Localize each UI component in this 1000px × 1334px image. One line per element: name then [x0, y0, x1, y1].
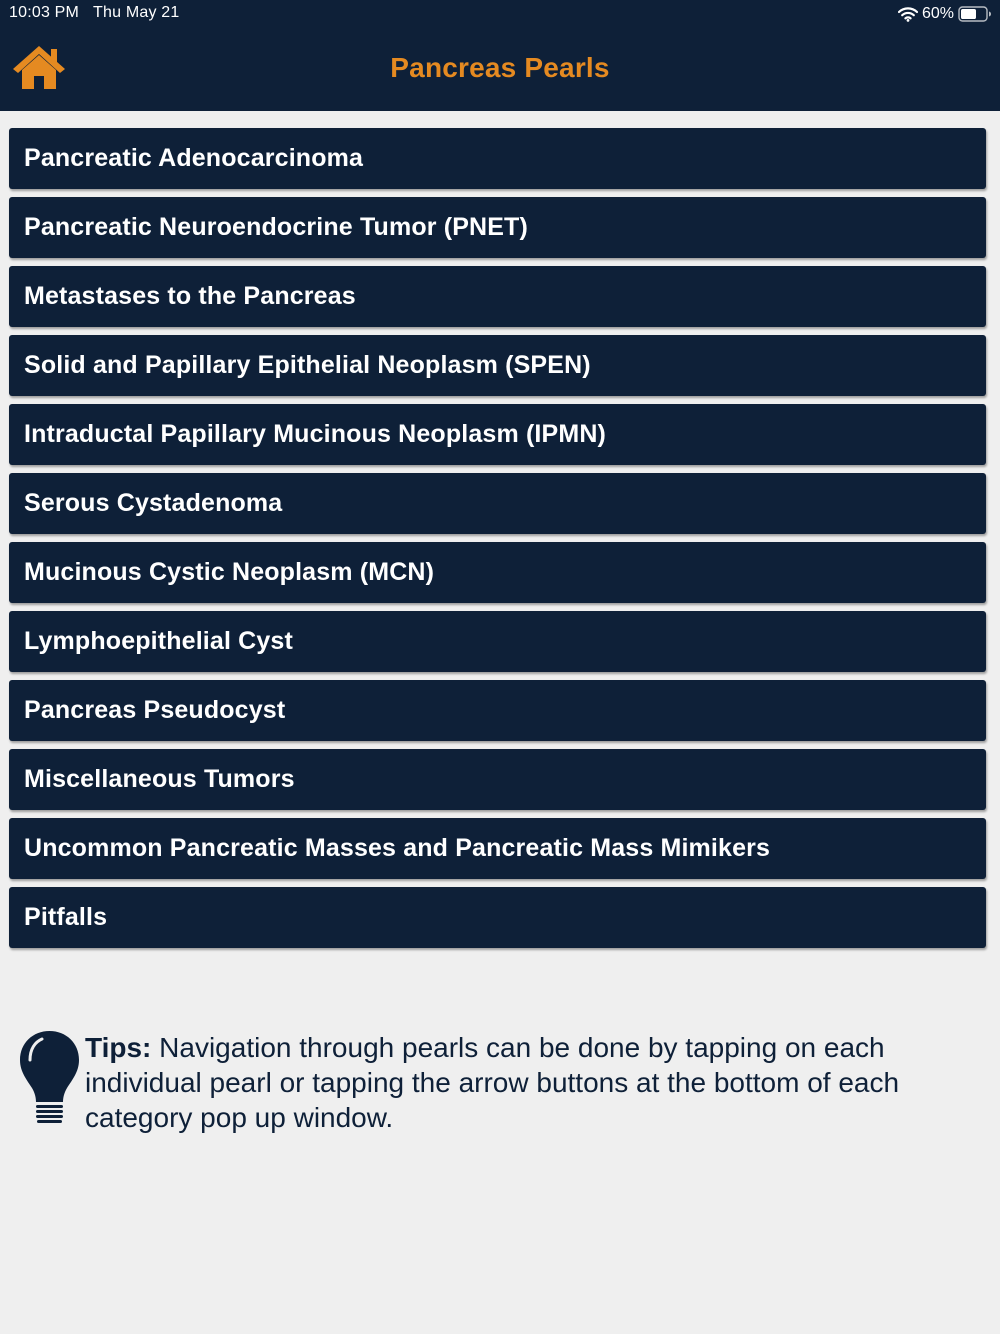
- menu-item-spen[interactable]: Solid and Papillary Epithelial Neoplasm (SPEN): [9, 335, 986, 396]
- menu-item-pnet[interactable]: Pancreatic Neuroendocrine Tumor (PNET): [9, 197, 986, 258]
- menu-item-pseudocyst[interactable]: Pancreas Pseudocyst: [9, 680, 986, 741]
- status-indicators: [898, 4, 992, 24]
- menu-item-miscellaneous-tumors[interactable]: Miscellaneous Tumors: [9, 749, 986, 810]
- lightbulb-icon: [18, 1030, 81, 1126]
- menu-item-pancreatic-adenocarcinoma[interactable]: Pancreatic Adenocarcinoma: [9, 128, 986, 189]
- battery-percent: 60%: [921, 5, 954, 22]
- tips-body: Navigation through pearls can be done by tapping on each individual pearl or tapping the arrow buttons at the bottom of each category pop up window.: [85, 1032, 900, 1133]
- pearl-category-list: [9, 128, 986, 956]
- status-date: Thu May 21: [93, 4, 180, 21]
- page-title: Pancreas Pearls: [390, 52, 610, 83]
- battery-icon: [958, 6, 992, 22]
- menu-item-serous-cystadenoma[interactable]: Serous Cystadenoma: [9, 473, 986, 534]
- menu-item-metastases[interactable]: Metastases to the Pancreas: [9, 266, 986, 327]
- app-header: [0, 0, 1000, 111]
- wifi-icon: [898, 6, 918, 22]
- status-time: 10:03 PM: [9, 4, 80, 21]
- menu-item-lymphoepithelial-cyst[interactable]: Lymphoepithelial Cyst: [9, 611, 986, 672]
- menu-item-uncommon-masses[interactable]: Uncommon Pancreatic Masses and Pancreatic Mass Mimikers: [9, 818, 986, 879]
- tips-text: [85, 1030, 965, 1135]
- tips-label: Tips:: [85, 1032, 152, 1063]
- menu-item-mcn[interactable]: Mucinous Cystic Neoplasm (MCN): [9, 542, 986, 603]
- menu-item-pitfalls[interactable]: Pitfalls: [9, 887, 986, 948]
- menu-item-ipmn[interactable]: Intraductal Papillary Mucinous Neoplasm (IPMN): [9, 404, 986, 465]
